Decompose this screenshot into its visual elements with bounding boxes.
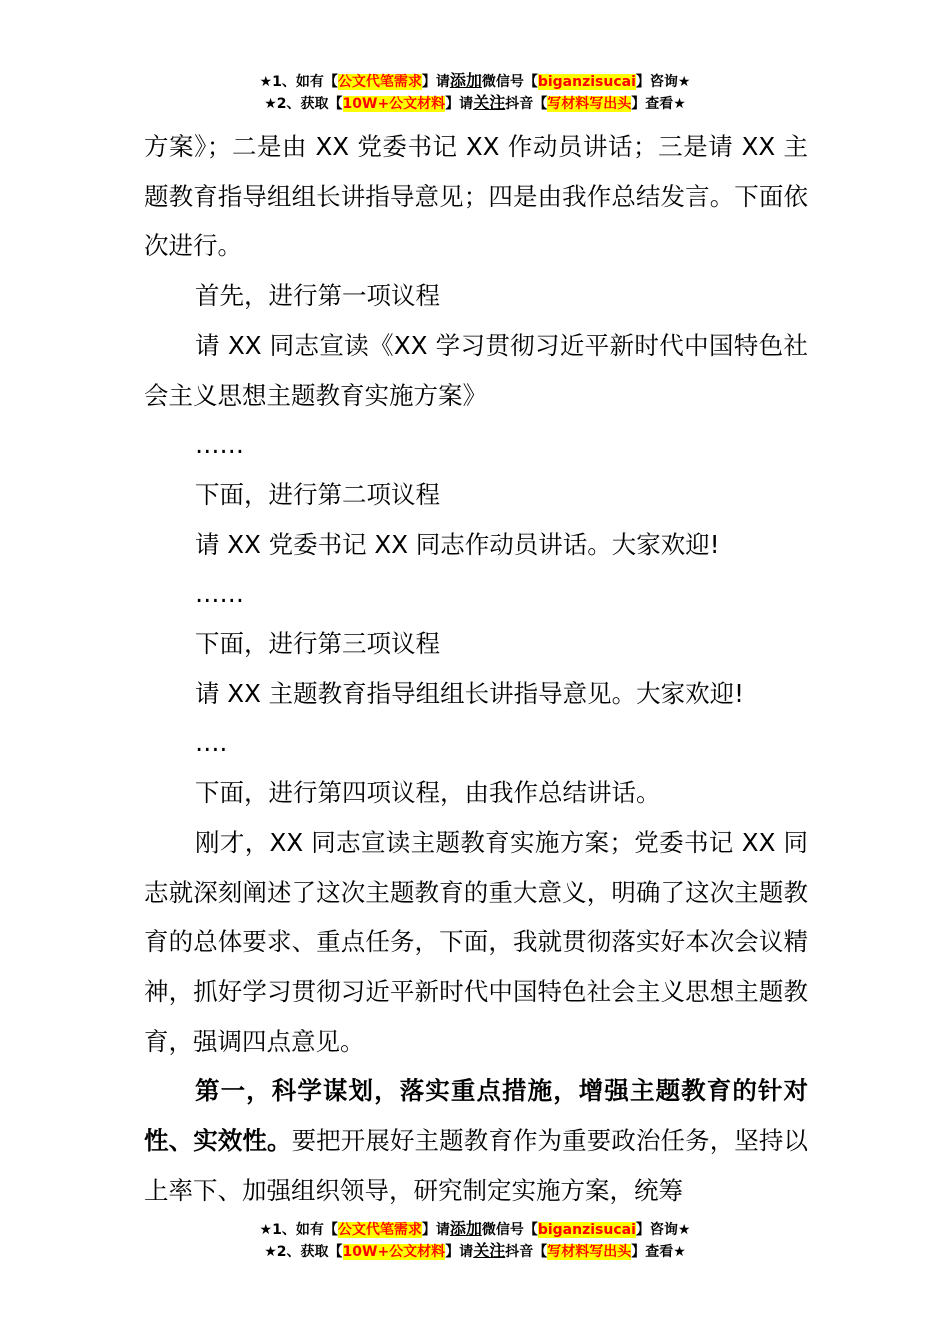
banner-text: 2、获取【 bbox=[276, 96, 343, 112]
banner-text: 1、如有【 bbox=[272, 1222, 338, 1238]
banner-text: 】查看 bbox=[631, 1244, 674, 1260]
header-banner bbox=[0, 70, 950, 114]
paragraph: …… bbox=[195, 579, 244, 609]
star-icon: ★ bbox=[677, 1222, 691, 1238]
banner-text: 微信号【 bbox=[481, 1222, 538, 1238]
banner-text: 】请 bbox=[421, 74, 450, 90]
banner-highlight: biganzisucai bbox=[537, 74, 636, 90]
paragraph: 首先，进行第一项议程 bbox=[195, 281, 440, 311]
banner-highlight: 写材料写出头 bbox=[547, 1244, 632, 1260]
banner-text: 】咨询 bbox=[635, 1222, 678, 1238]
banner-highlight: 10W+公文材料 bbox=[342, 96, 446, 112]
paragraph: …… bbox=[195, 430, 244, 460]
banner-underlined-text: 关注 bbox=[473, 1241, 506, 1260]
paragraph: 下面，进行第三项议程 bbox=[195, 629, 440, 659]
paragraph: 请 XX 主题教育指导组组长讲指导意见。大家欢迎! bbox=[195, 678, 744, 708]
banner-highlight: 公文代笔需求 bbox=[337, 1222, 422, 1238]
banner-text: 】请 bbox=[445, 1244, 474, 1260]
banner-text: 】请 bbox=[445, 96, 474, 112]
paragraph: 方案》；二是由 XX 党委书记 XX 作动员讲话；三是请 XX 主题教育指导组组长讲指导意见；四是由我作总结发言。下面依次进行。 bbox=[144, 132, 808, 261]
footer-banner-line-1 bbox=[0, 1218, 950, 1240]
star-icon: ★ bbox=[673, 96, 686, 112]
header-banner-line-2 bbox=[0, 92, 950, 114]
star-icon: ★ bbox=[677, 74, 691, 90]
banner-underlined-text: 关注 bbox=[473, 93, 506, 112]
paragraph: 刚才，XX 同志宣读主题教育实施方案；党委书记 XX 同志就深刻阐述了这次主题教育的重大意义，明确了这次主题教育的总体要求、重点任务，下面，我就贯彻落实好本次会议精神，抓好学习贯彻习近平新时代中国特色社会主义思想主题教育，强调四点意见。 bbox=[144, 827, 808, 1056]
footer-banner bbox=[0, 1218, 950, 1262]
paragraph: 下面，进行第四项议程，由我作总结讲话。 bbox=[195, 778, 661, 808]
banner-highlight: 10W+公文材料 bbox=[342, 1244, 446, 1260]
banner-highlight: 写材料写出头 bbox=[547, 96, 632, 112]
paragraph: …. bbox=[195, 728, 228, 758]
footer-banner-line-2 bbox=[0, 1240, 950, 1262]
star-icon: ★ bbox=[259, 1222, 273, 1238]
banner-text: 】查看 bbox=[631, 96, 674, 112]
banner-text: 2、获取【 bbox=[276, 1244, 343, 1260]
banner-underlined-text: 添加 bbox=[449, 71, 482, 90]
paragraph: 下面，进行第二项议程 bbox=[195, 479, 440, 509]
paragraph: 请 XX 党委书记 XX 同志作动员讲话。大家欢迎! bbox=[195, 529, 720, 559]
star-icon: ★ bbox=[264, 96, 277, 112]
banner-highlight: biganzisucai bbox=[537, 1222, 636, 1238]
document-body bbox=[144, 122, 808, 1215]
banner-underlined-text: 添加 bbox=[449, 1219, 482, 1238]
star-icon: ★ bbox=[264, 1244, 277, 1260]
star-icon: ★ bbox=[673, 1244, 686, 1260]
header-banner-line-1 bbox=[0, 70, 950, 92]
banner-text: 】咨询 bbox=[635, 74, 678, 90]
paragraph bbox=[144, 1066, 808, 1215]
paragraph-lead: 第一，科学谋划，落实重点措施，增强主题教育的针对性、实效性。 bbox=[144, 1076, 808, 1156]
banner-text: 1、如有【 bbox=[272, 74, 338, 90]
banner-text: 】请 bbox=[421, 1222, 450, 1238]
banner-text: 抖音【 bbox=[505, 1244, 548, 1260]
banner-highlight: 公文代笔需求 bbox=[337, 74, 422, 90]
star-icon: ★ bbox=[259, 74, 273, 90]
banner-text: 微信号【 bbox=[481, 74, 538, 90]
paragraph: 请 XX 同志宣读《XX 学习贯彻习近平新时代中国特色社会主义思想主题教育实施方案》 bbox=[144, 330, 808, 410]
banner-text: 抖音【 bbox=[505, 96, 548, 112]
paragraph-rest: 要把开展好主题教育作为重要政治任务，坚持以上率下、加强组织领导，研究制定实施方案，统筹 bbox=[144, 1126, 808, 1205]
